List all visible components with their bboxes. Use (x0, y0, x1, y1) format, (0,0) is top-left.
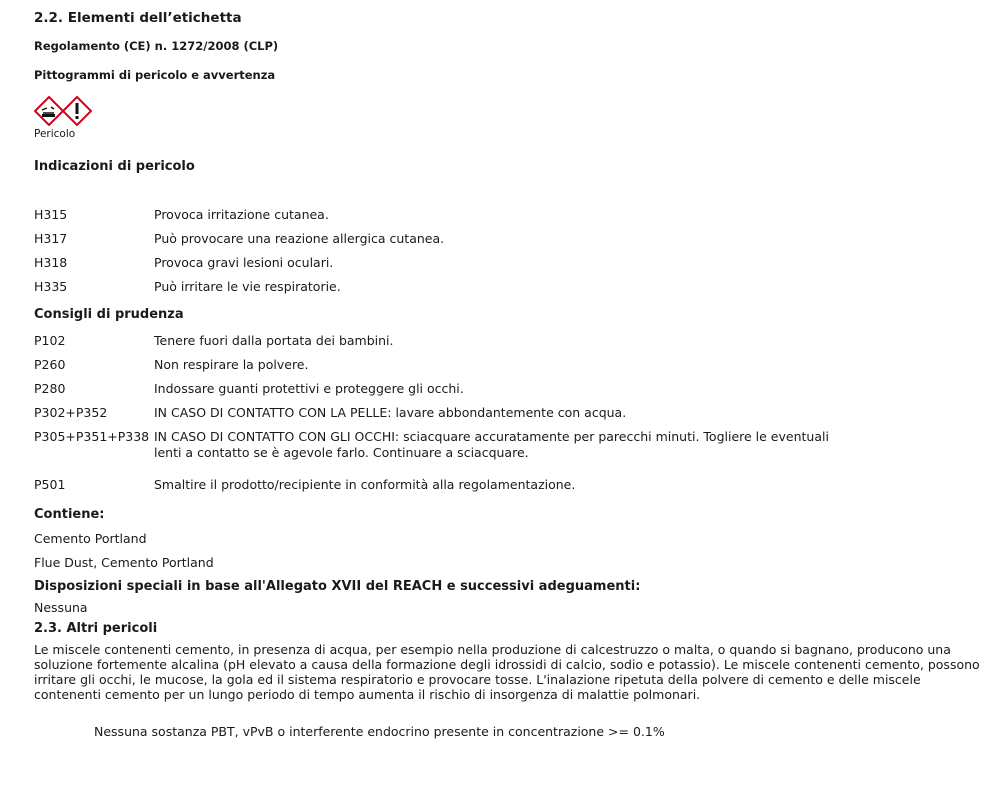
precautionary-statements-heading: Consigli di prudenza (34, 307, 184, 322)
signal-word: Pericolo (34, 128, 76, 140)
precaution-text: IN CASO DI CONTATTO CON LA PELLE: lavare abbondantemente con acqua. (154, 405, 627, 420)
precaution-text: Smaltire il prodotto/recipiente in conformità alla regolamentazione. (154, 477, 576, 492)
section-heading-2-3: 2.3. Altri pericoli (34, 621, 158, 636)
pbt-note: Nessuna sostanza PBT, vPvB o interferente endocrino presente in concentrazione >= 0.1% (94, 724, 665, 739)
precaution-text: IN CASO DI CONTATTO CON GLI OCCHI: sciacquare accuratamente per parecchi minuti. Togliere le eventuali lenti a contatto se è agevole farlo. Continuare a sciacquare. (154, 429, 829, 460)
hazard-statements-heading: Indicazioni di pericolo (34, 159, 195, 174)
contains-item: Cemento Portland (34, 531, 147, 546)
precaution-code: P102 (34, 333, 66, 348)
pictograms-heading: Pittogrammi di pericolo e avvertenza (34, 68, 276, 82)
hazard-code: H317 (34, 231, 68, 246)
hazard-text: Provoca gravi lesioni oculari. (154, 255, 334, 270)
reach-value: Nessuna (34, 600, 88, 615)
corrosion-pictogram-icon (34, 96, 64, 126)
precaution-text: Non respirare la polvere. (154, 357, 309, 372)
hazard-code: H335 (34, 279, 68, 294)
precaution-text: Indossare guanti protettivi e proteggere gli occhi. (154, 381, 464, 396)
precaution-text: Tenere fuori dalla portata dei bambini. (154, 333, 394, 348)
hazard-text: Può irritare le vie respiratorie. (154, 279, 341, 294)
precaution-code: P302+P352 (34, 405, 108, 420)
hazard-text: Può provocare una reazione allergica cutanea. (154, 231, 445, 246)
precaution-code: P280 (34, 381, 66, 396)
precaution-code: P305+P351+P338 (34, 429, 150, 444)
hazard-code: H315 (34, 207, 68, 222)
regulation-label: Regolamento (CE) n. 1272/2008 (CLP) (34, 39, 279, 53)
reach-heading: Disposizioni speciali in base all'Allegato XVII del REACH e successivi adeguamenti: (34, 579, 641, 594)
other-hazards-paragraph: Le miscele contenenti cemento, in presenza di acqua, per esempio nella produzione di calcestruzzo o malta, o quando si bagnano, producono una soluzione fortemente alcalina (pH elevato a causa della formazione degli idrossidi di calcio, sodio e potassio). Le miscele contenenti cemento, possono irritare gli occhi, le mucose, la gola ed il sistema respiratorio e provocare tosse. L'inalazione ripetuta della polvere di cemento e delle miscele contenenti cemento per un lungo periodo di tempo aumenta il rischio di insorgenza di malattie polmonari. (34, 642, 980, 702)
hazard-code: H318 (34, 255, 68, 270)
hazard-text: Provoca irritazione cutanea. (154, 207, 329, 222)
contains-heading: Contiene: (34, 507, 105, 522)
contains-item: Flue Dust, Cemento Portland (34, 555, 214, 570)
exclamation-pictogram-icon (62, 96, 92, 126)
section-heading-2-2: 2.2. Elementi dell’etichetta (34, 10, 242, 26)
precaution-code: P260 (34, 357, 66, 372)
precaution-code: P501 (34, 477, 66, 492)
